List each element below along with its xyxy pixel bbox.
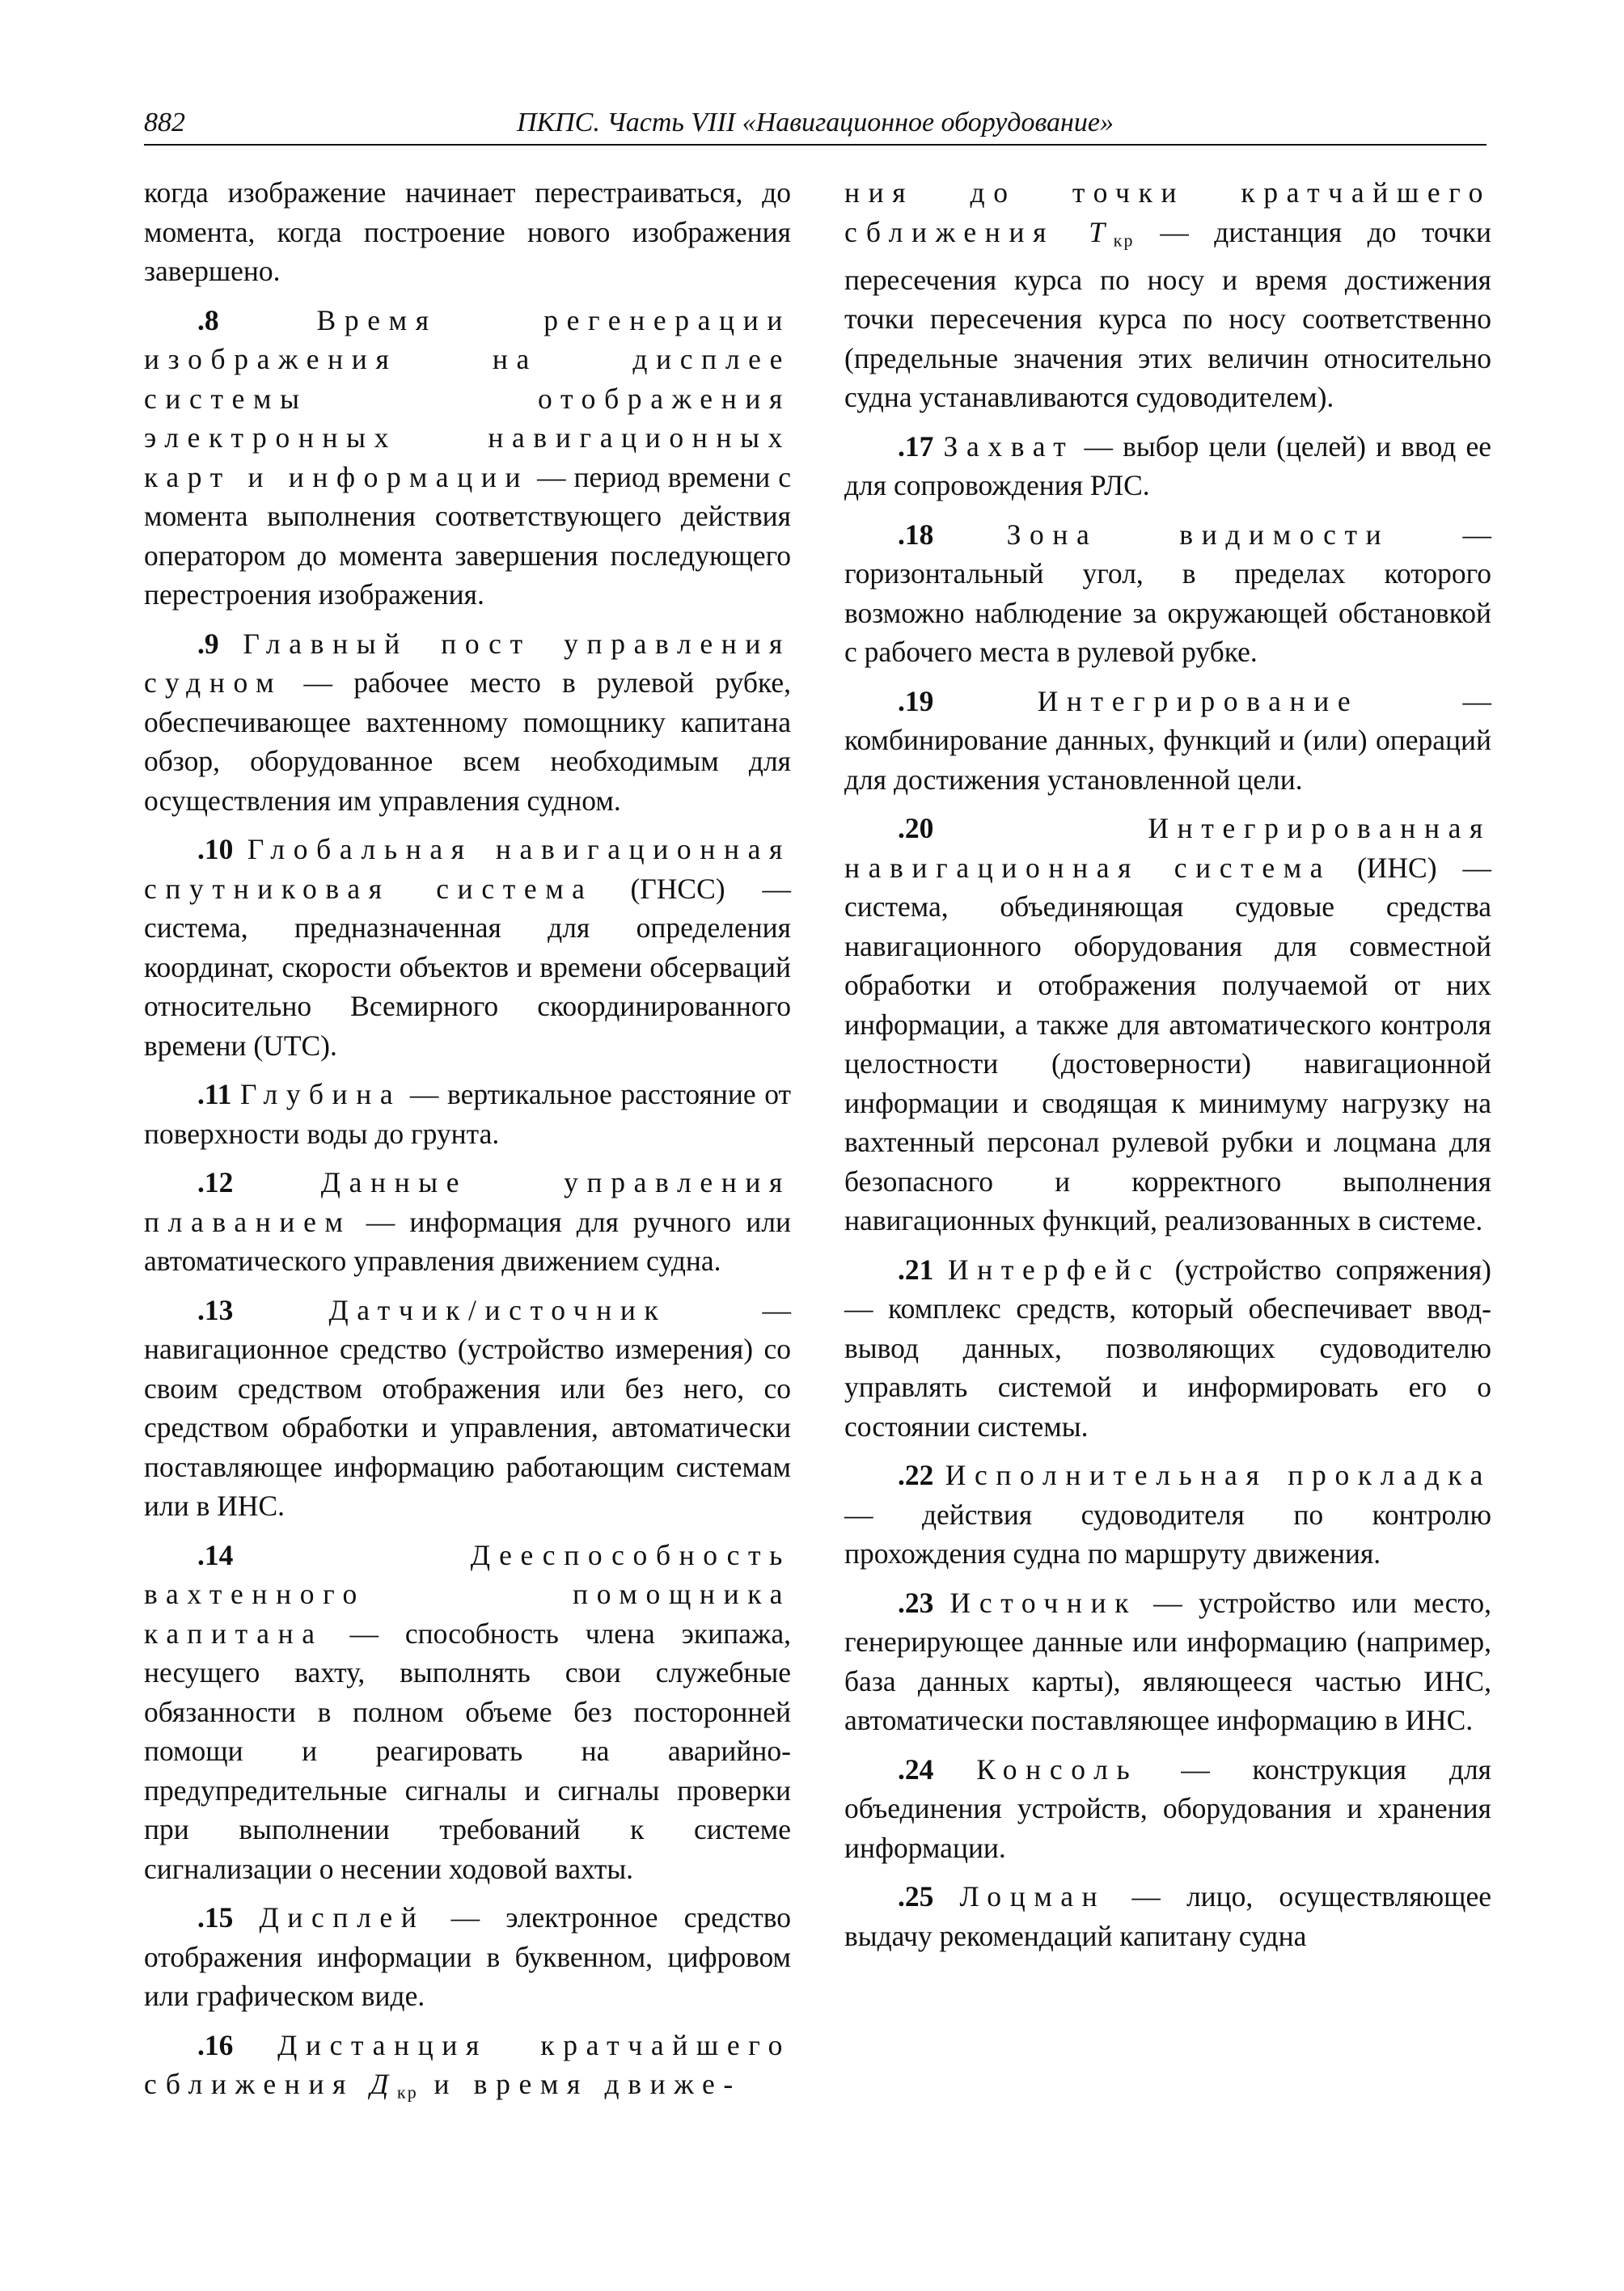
definition-14 — [144, 1536, 791, 1889]
definition-10 — [144, 830, 791, 1065]
definition-text: — конструкция для объединения устройств, оборудования и хранения информации. — [844, 1752, 1492, 1864]
definition-9 — [144, 624, 791, 821]
definition-17 — [844, 427, 1491, 505]
definition-16 — [144, 2026, 791, 2113]
definition-12 — [144, 1163, 791, 1281]
definition-11 — [144, 1075, 791, 1153]
definition-text: — дистанция до точки пересечения курса по носу и время достижения точки пересечения курса по носу соответственно (предельные значения этих величин относительно судна устанавливаются судоводителем). — [844, 215, 1491, 413]
definition-text: — устройство или место, генерирующее данные или информацию (например, база данных карты), являющееся частью ИНС, автоматически поставляющее информацию в ИНС. — [844, 1586, 1491, 1736]
term: Интегрированная навигационная система — [844, 812, 1491, 884]
term: Интерфейс — [947, 1253, 1161, 1286]
definition-text: — лицо, осуществляющее выдачу рекомендаций капитану судна — [844, 1880, 1492, 1952]
clause-number: .24 — [898, 1752, 934, 1786]
definition-text: (ГНСС) — система, предназначенная для определения координат, скорости объектов и времени обсерваций относительно Всемирного скоординированного времени (UTC). — [144, 872, 791, 1062]
definition-text: — электронное средство отображения информации в буквенном, цифровом или графическом виде. — [144, 1901, 791, 2012]
definition-text: (устройство сопряжения) — комплекс средств, который обеспечивает ввод-вывод данных, позволяющих судоводителю управлять системой и информировать его о состоянии системы. — [844, 1253, 1491, 1443]
clause-number: .20 — [898, 812, 934, 844]
definition-8 — [144, 301, 791, 615]
term — [144, 2029, 791, 2101]
clause-number: .23 — [898, 1586, 934, 1619]
running-header — [144, 107, 1487, 146]
clause-number: .11 — [197, 1078, 232, 1110]
clause-number: .21 — [898, 1253, 934, 1286]
term: Захват — [943, 429, 1075, 463]
term: Исполнительная прокладка — [945, 1459, 1491, 1491]
right-column — [844, 173, 1491, 1955]
definition-13 — [144, 1291, 791, 1526]
term: Дисплей — [259, 1901, 425, 1934]
term: Время регенерации изображения на дисплее системы отображения электронных навигационных карт и информации — [144, 303, 792, 493]
clause-number: .13 — [197, 1293, 234, 1326]
math-symbol: Д — [370, 2068, 397, 2100]
clause-number: .9 — [197, 627, 219, 660]
definition-text: — действия судоводителя по контролю прохождения судна по маршруту движения. — [844, 1498, 1491, 1570]
definition-text: — горизонтальный угол, в пределах которого возможно наблюдение за окружающей обстановкой с рабочего места в рулевой рубке. — [844, 518, 1492, 668]
term-part: Дистанция кратчайшего сближения — [144, 2028, 791, 2100]
term: Дееспособность вахтенного помощника капитана — [144, 1538, 791, 1650]
clause-number: .16 — [197, 2028, 234, 2061]
definition-19 — [844, 682, 1491, 800]
definition-25 — [844, 1877, 1491, 1955]
definition-text: — рабочее место в рулевой рубке, обеспечивающее вахтенному помощнику капитана обзор, оборудованное всем необходимым для осуществления им управления судном. — [144, 666, 791, 817]
running-title: ПКПС. Часть VIII «Навигационное оборудование» — [517, 108, 1114, 137]
math-subscript: кр — [1113, 230, 1135, 250]
definition-23 — [844, 1583, 1491, 1740]
definition-15 — [144, 1898, 791, 2016]
math-subscript: кр — [396, 2082, 418, 2103]
page-number: 882 — [144, 108, 185, 137]
clause-number: .25 — [898, 1880, 934, 1913]
term: Глубина — [240, 1078, 402, 1110]
definition-text: — выбор цели (целей) и ввод ее для сопровождения РЛС. — [844, 429, 1492, 501]
term: Датчик/источник — [328, 1293, 667, 1326]
term: Зона видимости — [1006, 518, 1390, 551]
definition-text: — период времени с момента выполнения соответствующего действия оператором до момента завершения последующего перестроения изображения. — [144, 460, 791, 611]
term: Данные управления плаванием — [144, 1166, 791, 1238]
clause-number: .10 — [197, 833, 234, 865]
clause-number: .18 — [898, 518, 934, 551]
term-part: и время движе- — [417, 2068, 742, 2100]
definition-text: (ИНС) — система, объединяющая судовые средства навигационного оборудования для совместной обработки и отображения получаемой от них информации, а также для автоматического контроля целостности (достоверности) навигационной информации и сводящая к минимуму нагрузку на вахтенный персонал рулевой рубки и лоцмана для безопасного и корректного выполнения навигационных функций, реализованных в системе. — [844, 851, 1491, 1236]
definition-text: — способность члена экипажа, несущего вахту, выполнять свои служебные обязанности в полном объеме без посторонней помощи и реагировать на аварийно-предупредительные сигналы и сигналы проверки при выполнении требований к системе сигнализации о несении ходовой вахты. — [144, 1617, 791, 1885]
term: Лоцман — [959, 1880, 1106, 1913]
clause-number: .17 — [898, 429, 934, 463]
left-column — [144, 173, 791, 2112]
paragraph-continued: когда изображение начинает перестраиваться, до момента, когда построение нового изображения завершено. — [144, 176, 791, 287]
clause-number: .22 — [898, 1459, 934, 1491]
clause-number: .12 — [197, 1166, 234, 1198]
definition-20 — [844, 809, 1491, 1241]
definition-22 — [844, 1456, 1491, 1574]
term-part: ния до точки кратчайшего сближения — [844, 176, 1491, 248]
definition-text: — информация для ручного или автоматического управления движением судна. — [144, 1205, 791, 1277]
term: Главный пост управления судном — [144, 627, 791, 699]
clause-number: .8 — [197, 303, 219, 336]
term: Консоль — [976, 1752, 1139, 1786]
definition-24 — [844, 1750, 1491, 1868]
definition-text: — вертикальное расстояние от поверхности воды до грунта. — [144, 1078, 791, 1150]
clause-number: .19 — [898, 684, 934, 717]
term: Источник — [949, 1586, 1138, 1619]
clause-number: .15 — [197, 1901, 234, 1934]
math-symbol: T — [1089, 215, 1114, 248]
definition-18 — [844, 515, 1491, 672]
definition-21 — [844, 1250, 1491, 1447]
clause-number: .14 — [197, 1538, 234, 1571]
definition-text: — навигационное средство (устройство измерения) со своим средством отображения или без него, со средством обработки и управления, автоматически поставляющее информацию работающим системам или в ИНС. — [144, 1293, 792, 1522]
definition-text: — комбинирование данных, функций и (или) операций для достижения установленной цели. — [844, 684, 1491, 796]
definition-16-continued — [844, 173, 1491, 417]
term: Глобальная навигационная спутниковая система — [144, 833, 792, 905]
term: Интегрирование — [1037, 684, 1360, 717]
